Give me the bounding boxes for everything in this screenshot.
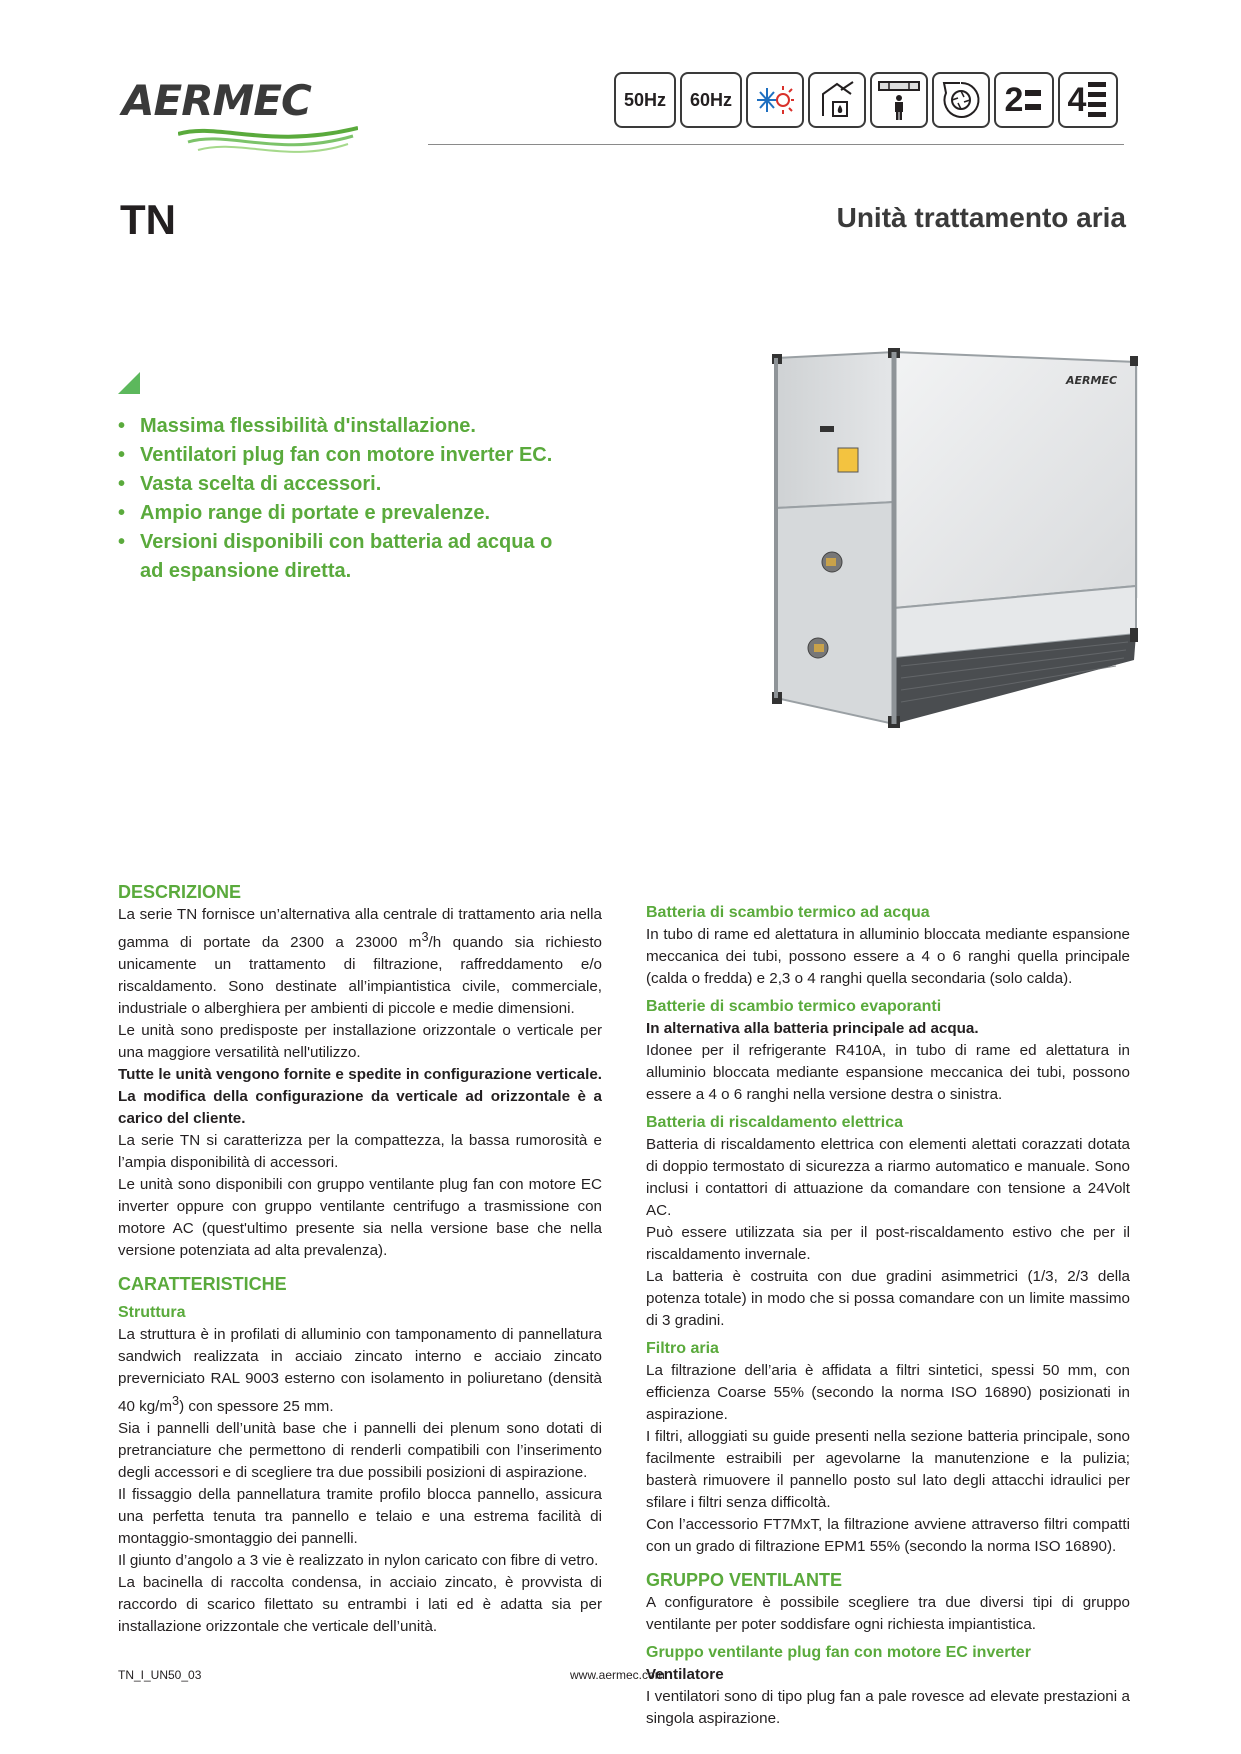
subheading-filtro-aria: Filtro aria [646, 1340, 719, 1357]
product-image [766, 348, 1138, 744]
feature-icons [614, 72, 1118, 128]
struttura-paragraph-3: Il fissaggio della pannellatura tramite profilo blocca pannello, assicura una perfetta tenuta tra pannello e telaio e una estrema facilità di montaggio-smontaggio dei pannelli. [118, 1486, 602, 1548]
4-pipe-badge [1058, 72, 1118, 128]
page-title: TN [120, 196, 176, 243]
header-rule [428, 144, 1124, 145]
desc-paragraph-3-bold: Tutte le unità vengono fornite e spedite in configurazione verticale. La modifica della configurazione da verticale ad orizzontale è a carico del cliente. [118, 1066, 602, 1128]
desc-text: La serie TN fornisce un’alternativa alla centrale di trattamento aria nella gamma di portate da 2300 a 23000 m [118, 906, 602, 952]
subheading-struttura: Struttura [118, 1304, 186, 1322]
subheading-plug-fan: Gruppo ventilante plug fan con motore EC inverter [646, 1644, 1031, 1661]
batteria-elettrica-paragraph-1: Batteria di riscaldamento elettrica con elementi alettati corazzati dotata di doppio termostato di sicurezza a riarmo automatico e manuale. Sono inclusi i contattori di attuazione da comandare con tensione a 24Volt AC. [646, 1136, 1130, 1219]
subheading-ventilatore: Ventilatore [646, 1666, 724, 1683]
batteria-elettrica-paragraph-2: Può essere utilizzata sia per il post-riscaldamento estivo che per il riscaldamento invernale. [646, 1224, 1130, 1263]
left-column [118, 880, 602, 1638]
website-link[interactable]: www.aermec.com [570, 1668, 665, 1682]
heat-cool-icon [746, 72, 804, 128]
60hz-badge: 60Hz [680, 72, 742, 128]
subheading-batteria-elettrica: Batteria di riscaldamento elettrica [646, 1114, 903, 1131]
2-pipe-badge [994, 72, 1054, 128]
right-column [646, 902, 1130, 1730]
50hz-badge: 50Hz [614, 72, 676, 128]
desc-paragraph-4: La serie TN si caratterizza per la compattezza, la bassa rumorosità e l’ampia disponibilità di accessori. [118, 1132, 602, 1172]
struttura-paragraph-2: Sia i pannelli dell’unità base che i pannelli dei plenum sono dotati di pretranciature che permettono di renderli compatibili con l’inserimento degli accessori e di scegliere tra due possibili posizioni di aspirazione. [118, 1420, 602, 1482]
batteria-elettrica-paragraph-3: La batteria è costruita con due gradini asimmetrici (1/3, 2/3 della potenza totale) in modo che si possa comandare con un limite massimo di 3 gradini. [646, 1268, 1130, 1329]
superscript: 3 [421, 930, 429, 944]
bullet-item: • Vasta scelta di accessori. [118, 470, 568, 499]
brand-logo [118, 70, 358, 170]
struttura-paragraph-5: La bacinella di raccolta condensa, in acciaio zincato, è provvista di raccordo di scarico filettato su entrambi i lati ed è adatta sia per installazione orizzontale che verticale dell’unità. [118, 1574, 602, 1636]
subheading-batterie-evaporanti: Batterie di scambio termico evaporanti [646, 998, 942, 1015]
batterie-evaporanti-paragraph: Idonee per il refrigerante R410A, in tubo di rame ed alettatura in alluminio bloccata mediante espansione meccanica dei tubi, possono essere a 4 o 6 ranghi nella versione destra o sinistra. [646, 1042, 1130, 1103]
product-brand-label: AERMEC [1066, 374, 1118, 387]
section-heading-caratteristiche: CARATTERISTICHE [118, 1274, 287, 1295]
batteria-acqua-paragraph: In tubo di rame ed alettatura in alluminio bloccata mediante espansione meccanica dei tubi, possono essere a 4 o 6 ranghi quella principale (calda o fredda) e 2,3 o 4 ranghi quella secondaria (solo calda). [646, 926, 1130, 987]
desc-paragraph-5: Le unità sono disponibili con gruppo ventilante plug fan con motore EC inverter oppure con gruppo ventilante centrifugo a trasmissione con motore AC (quest'ultimo presente sia nella versione base che nella versione potenziata ad alta prevalenza). [118, 1176, 602, 1260]
desc-paragraph-2: Le unità sono predisposte per installazione orizzontale o verticale per una maggiore versatilità nell'utilizzo. [118, 1022, 602, 1062]
section-marker-icon [118, 372, 140, 394]
ceiling-unit-icon [870, 72, 928, 128]
gruppo-paragraph: A configuratore è possibile scegliere tra due diversi tipi di gruppo ventilante per poter soddisfare ogni richiesta impiantistica. [646, 1594, 1130, 1633]
section-heading-descrizione: DESCRIZIONE [118, 882, 242, 902]
desc-text: /h quando sia richiesto unicamente un trattamento di filtrazione, raffreddamento e/o riscaldamento. Sono destinate all’impiantistica civile, commerciale, industriale o alberghiera per ambienti di piccole e medie dimensioni. [118, 934, 602, 1018]
subheading-batteria-acqua: Batteria di scambio termico ad acqua [646, 904, 930, 921]
logo-swoosh-icon [178, 120, 358, 160]
filtro-paragraph-2: I filtri, alloggiati su guide presenti nella sezione batteria principale, sono facilmente estraibili per agevolarne la manutenzione e la pulizia; basterà rimuovere il pannello posto sul lato degli attacchi idraulici per sfilare i filtri senza difficoltà. [646, 1428, 1130, 1511]
filtro-paragraph-3: Con l’accessorio FT7MxT, la filtrazione avviene attraverso filtri compatti con un grado di filtrazione EPM1 55% (secondo la norma ISO 16890). [646, 1516, 1130, 1555]
boiler-icon [808, 72, 866, 128]
document-code: TN_I_UN50_03 [118, 1668, 202, 1682]
struttura-paragraph-1 [118, 1324, 602, 1418]
bullet-item: • Massima flessibilità d'installazione. [118, 412, 568, 441]
bullet-item: • Ampio range di portate e prevalenze. [118, 499, 568, 528]
feature-bullets [118, 412, 568, 586]
desc-paragraph-1 [118, 904, 602, 1020]
pipe-count-4: 4 [1067, 80, 1087, 119]
struttura-text: La struttura è in profilati di alluminio con tamponamento di pannellatura sandwich realizzata in acciaio zincato interno e acciaio zincato preverniciato RAL 9003 esterno con isolamento in poliuretano (densità 40 kg/m [118, 1326, 602, 1416]
struttura-text: ) con spessore 25 mm. [179, 1398, 334, 1416]
bullet-item: • Ventilatori plug fan con motore inverter EC. [118, 441, 568, 470]
superscript: 3 [172, 1394, 180, 1409]
filtro-paragraph-1: La filtrazione dell’aria è affidata a filtri sintetici, spessi 50 mm, con efficienza Coarse 55% (secondo la norma ISO 16890) posizionati in aspirazione. [646, 1362, 1130, 1423]
brand-name: AERMEC [122, 76, 311, 125]
page-subtitle: Unità trattamento aria [836, 202, 1126, 233]
bullet-item: • Versioni disponibili con batteria ad acqua o ad espansione diretta. [118, 528, 568, 586]
ventilatore-paragraph: I ventilatori sono di tipo plug fan a pale rovesce ad elevate prestazioni a singola aspirazione. [646, 1688, 1130, 1727]
struttura-paragraph-4: Il giunto d’angolo a 3 vie è realizzato in nylon caricato con fibre di vetro. [118, 1552, 599, 1570]
pipe-count-2: 2 [1004, 80, 1024, 119]
fan-icon [932, 72, 990, 128]
batterie-evaporanti-bold: In alternativa alla batteria principale ad acqua. [646, 1020, 979, 1037]
section-heading-gruppo-ventilante: GRUPPO VENTILANTE [646, 1570, 843, 1590]
